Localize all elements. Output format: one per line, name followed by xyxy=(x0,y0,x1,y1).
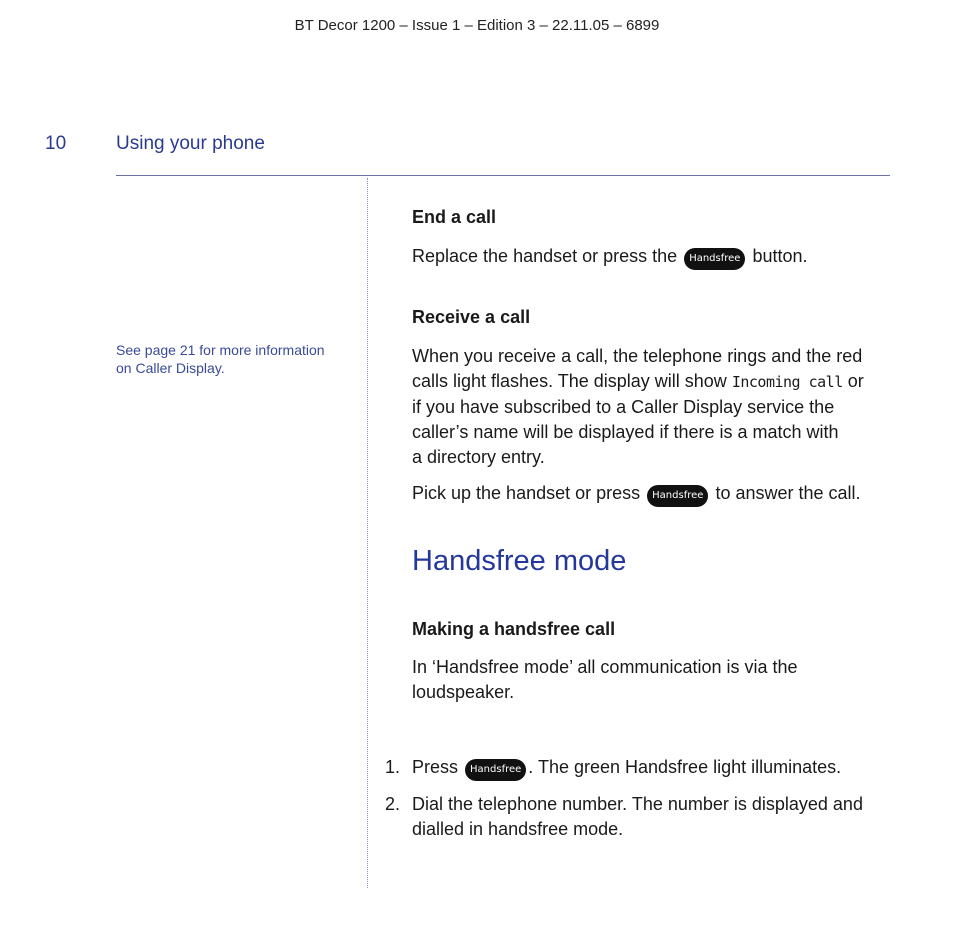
handsfree-intro xyxy=(412,655,890,705)
step-text xyxy=(412,792,892,842)
column-divider xyxy=(367,178,368,888)
page-number: 10 xyxy=(45,133,67,154)
handsfree-button-icon: Handsfree xyxy=(684,248,745,270)
step-text-before: Press xyxy=(412,757,459,777)
handsfree-call-heading: Making a handsfree call xyxy=(412,619,616,639)
line-text: calls light flashes. The display will show xyxy=(412,371,727,391)
caller-display-note xyxy=(116,341,351,377)
pickup-text-after: to answer the call. xyxy=(715,483,861,503)
end-call-heading: End a call xyxy=(412,207,497,227)
paragraph-line: loudspeaker. xyxy=(412,682,515,702)
document-meta: BT Decor 1200 – Issue 1 – Edition 3 – 22.11.05 – 6899 xyxy=(294,17,660,34)
paragraph-line: a directory entry. xyxy=(412,447,545,467)
end-call-text-after: button. xyxy=(752,246,808,266)
receive-call-paragraph xyxy=(412,344,890,470)
handsfree-button-icon: Handsfree xyxy=(465,759,526,781)
pickup-text xyxy=(412,481,890,507)
paragraph-line: In ‘Handsfree mode’ all communication is via the xyxy=(412,657,798,677)
step-number: 1. xyxy=(385,757,401,777)
section-title: Using your phone xyxy=(116,133,265,154)
handsfree-mode-title: Handsfree mode xyxy=(412,545,627,577)
header-rule xyxy=(116,175,890,176)
note-line: on Caller Display. xyxy=(116,360,225,376)
end-call-text xyxy=(412,244,890,270)
paragraph-line: When you receive a call, the telephone rings and the red xyxy=(412,346,863,366)
step-text-after: . The green Handsfree light illuminates. xyxy=(528,757,842,777)
paragraph-line: caller’s name will be displayed if there is a match with xyxy=(412,422,839,442)
step-line: dialled in handsfree mode. xyxy=(412,819,624,839)
line-text: or xyxy=(847,371,864,391)
paragraph-line: if you have subscribed to a Caller Display service the xyxy=(412,397,835,417)
step-text xyxy=(412,755,892,781)
step-number: 2. xyxy=(385,794,401,814)
note-line: See page 21 for more information xyxy=(116,342,325,358)
paragraph-line xyxy=(412,369,890,395)
step-line: Dial the telephone number. The number is displayed and xyxy=(412,794,863,814)
display-text: Incoming call xyxy=(731,373,843,391)
end-call-text-before: Replace the handset or press the xyxy=(412,246,678,266)
receive-call-heading: Receive a call xyxy=(412,307,531,327)
handsfree-button-icon: Handsfree xyxy=(647,485,708,507)
pickup-text-before: Pick up the handset or press xyxy=(412,483,641,503)
